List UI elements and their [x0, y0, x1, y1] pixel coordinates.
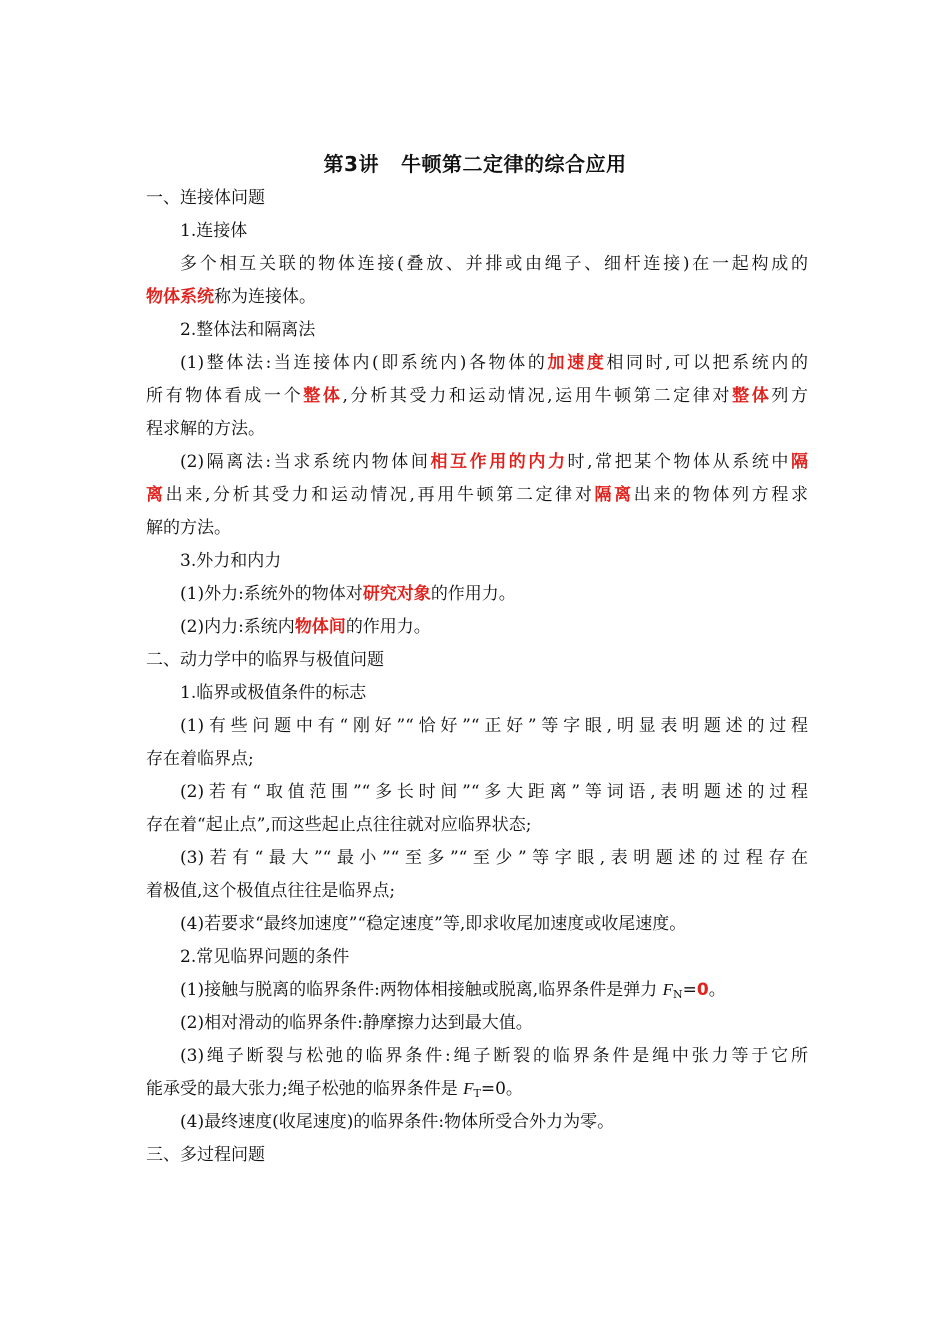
text-run: 时,常把某个物体从系统中: [567, 452, 791, 472]
text-run: (1)外力:系统外的物体对: [180, 584, 363, 604]
highlight-term: 物体系统: [146, 287, 214, 307]
text-run: (1)整体法:当连接体内(即系统内)各物体的: [180, 353, 548, 373]
subheading-critical-signs: 1.临界或极值条件的标志: [180, 683, 367, 703]
lecture-number: 第3讲: [323, 152, 379, 176]
text-run: 的作用力。: [345, 617, 431, 637]
paragraph-line: 存在着“起止点”,而这些起止点往往就对应临界状态;: [146, 815, 532, 835]
text-run: (2)内力:系统内: [180, 617, 295, 637]
subheading-external-internal-force: 3.外力和内力: [180, 551, 282, 571]
section-heading-1: 一、连接体问题: [146, 188, 265, 208]
paragraph-line: (4)最终速度(收尾速度)的临界条件:物体所受合外力为零。: [180, 1112, 615, 1132]
text-run: 。: [708, 980, 726, 1000]
formula-variable: F: [463, 1079, 474, 1098]
highlight-term: 加速度: [547, 353, 607, 373]
paragraph-line: 着极值,这个极值点往往是临界点;: [146, 881, 396, 901]
text-run: 出来,分析其受力和运动情况,再用牛顿第二定律对: [165, 485, 595, 505]
paragraph-line: (3)若有“最大”“最小”“至多”“至少”等字眼,表明题述的过程存在: [180, 848, 808, 868]
highlight-term: 研究对象: [362, 584, 431, 604]
text-run: 出来的物体列方程求: [633, 485, 809, 505]
text-run: 所有物体看成一个: [146, 386, 304, 406]
text-run: =0。: [480, 1079, 523, 1099]
paragraph-line: [146, 484, 808, 506]
text-run: 列方: [771, 386, 809, 406]
paragraph-line: (1)有些问题中有“刚好”“恰好”“正好”等字眼,明显表明题述的过程: [180, 716, 808, 736]
text-run: 能承受的最大张力;绳子松弛的临界条件是: [146, 1079, 464, 1099]
highlight-term: 整体: [303, 386, 343, 406]
highlight-term: 离: [146, 485, 166, 505]
section-heading-3: 三、多过程问题: [146, 1145, 265, 1165]
highlight-term: 隔离: [594, 485, 634, 505]
text-run: =: [682, 980, 697, 1000]
text-run: 相同时,可以把系统内的: [606, 353, 809, 373]
subheading-common-conditions: 2.常见临界问题的条件: [180, 947, 350, 967]
formula-subscript: N: [673, 988, 683, 1001]
subheading-whole-and-isolation: 2.整体法和隔离法: [180, 320, 316, 340]
paragraph-line: (2)若有“取值范围”“多长时间”“多大距离”等词语,表明题述的过程: [180, 782, 808, 802]
text-run: (2)隔离法:当求系统内物体间: [180, 452, 431, 472]
highlight-term: 0: [696, 980, 709, 1000]
paragraph-line: (4)若要求“最终加速度”“稳定速度”等,即求收尾加速度或收尾速度。: [180, 914, 687, 934]
paragraph-line: (2)相对滑动的临界条件:静摩擦力达到最大值。: [180, 1013, 533, 1033]
paragraph-line: [180, 451, 808, 473]
paragraph-line: [146, 385, 808, 407]
formula-subscript: T: [473, 1087, 481, 1100]
page-title: [0, 148, 950, 177]
subheading-connected-body: 1.连接体: [180, 221, 248, 241]
formula-variable: F: [662, 980, 674, 999]
text-run: (1)接触与脱离的临界条件:两物体相接触或脱离,临界条件是弹力: [180, 980, 663, 1000]
highlight-term: 相互作用的内力: [430, 452, 568, 472]
paragraph-line: 多个相互关联的物体连接(叠放、并排或由绳子、细杆连接)在一起构成的: [180, 254, 808, 274]
paragraph-line: 程求解的方法。: [146, 419, 265, 439]
text-run: 称为连接体。: [214, 287, 316, 307]
paragraph-line: 存在着临界点;: [146, 749, 254, 769]
paragraph-line: [180, 616, 808, 638]
paragraph-line: [146, 286, 808, 308]
highlight-term: 物体间: [294, 617, 346, 637]
text-run: ,分析其受力和运动情况,运用牛顿第二定律对: [342, 386, 733, 406]
paragraph-line: [180, 583, 808, 605]
paragraph-line: [180, 979, 808, 1006]
highlight-term: 整体: [732, 386, 772, 406]
highlight-term: 隔: [791, 452, 808, 472]
paragraph-line: [146, 1078, 808, 1105]
section-heading-2: 二、动力学中的临界与极值问题: [146, 650, 384, 670]
paragraph-line: [180, 352, 808, 374]
text-run: 的作用力。: [430, 584, 516, 604]
lecture-title: 牛顿第二定律的综合应用: [400, 152, 627, 176]
paragraph-line: 解的方法。: [146, 518, 231, 538]
paragraph-line: (3)绳子断裂与松弛的临界条件:绳子断裂的临界条件是绳中张力等于它所: [180, 1046, 808, 1066]
